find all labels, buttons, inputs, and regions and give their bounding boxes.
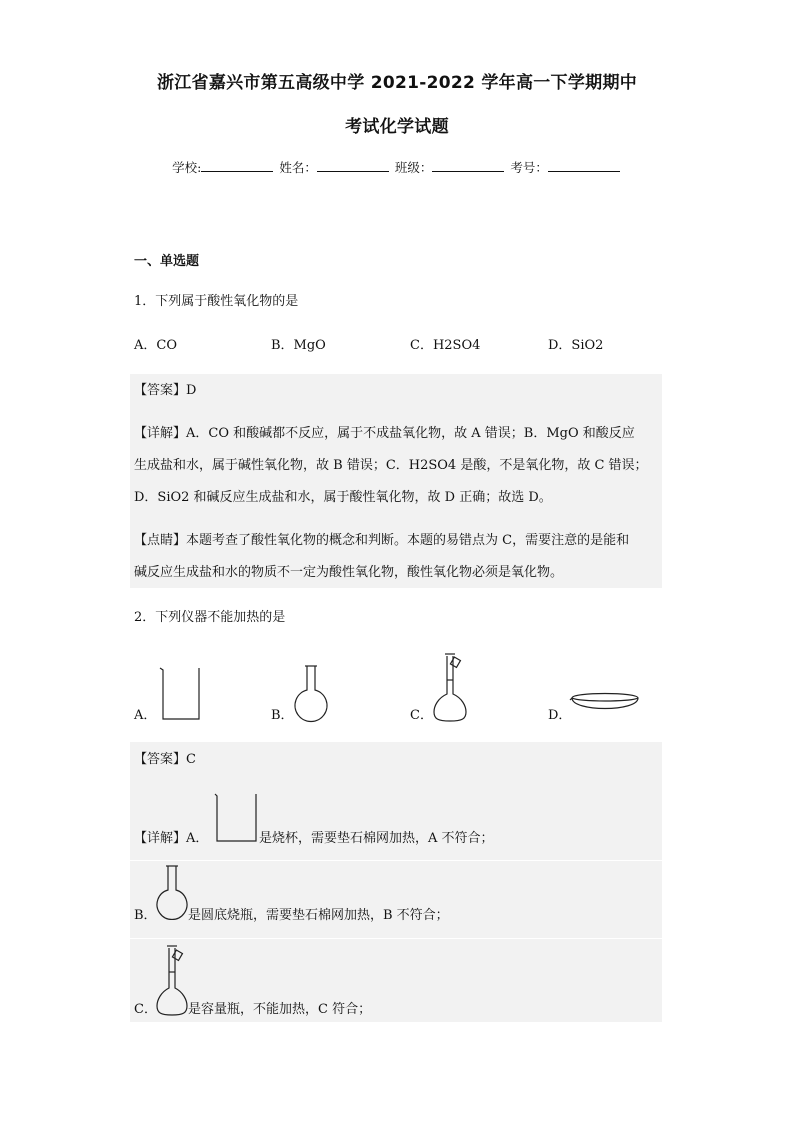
class-blank[interactable] <box>432 159 504 172</box>
volumetric-flask-icon <box>430 650 470 722</box>
section-heading: 一、单选题 <box>134 254 200 269</box>
q1-detail-line-2: 生成盐和水，属于碱性氧化物，故 B 错误；C．H2SO4 是酸，不是氧化物，故 C 错误； <box>134 458 648 473</box>
q2-detail-divider <box>130 860 662 861</box>
q1-answer: 【答案】D <box>134 383 197 398</box>
q2-detail-b-text: 是圆底烧瓶，需要垫石棉网加热，B 不符合； <box>188 908 449 923</box>
q1-comment-line-1: 【点睛】本题考查了酸性氧化物的概念和判断。本题的易错点为 C，需要注意的是能和 <box>134 533 630 548</box>
q2-detail-divider <box>130 938 662 939</box>
beaker-icon <box>214 792 258 844</box>
q1-comment-line-2: 碱反应生成盐和水的物质不一定为酸性氧化物，酸性氧化物必须是氧化物。 <box>134 565 564 580</box>
q1-stem: 1．下列属于酸性氧化物的是 <box>134 294 299 309</box>
name-blank[interactable] <box>317 159 389 172</box>
q2-option-d-label: D． <box>548 708 572 723</box>
q1-option-c: C．H2SO4 <box>410 338 481 353</box>
q2-option-b-label: B． <box>271 708 294 723</box>
evaporating-dish-icon <box>570 688 640 716</box>
page-title-line1: 浙江省嘉兴市第五高级中学 2021-2022 学年高一下学期期中 <box>156 73 638 93</box>
q1-option-d: D．SiO2 <box>548 338 604 353</box>
number-blank[interactable] <box>548 159 620 172</box>
q2-detail-a-prefix: 【详解】A． <box>134 831 209 846</box>
q1-answer-block <box>130 374 662 588</box>
student-info-line <box>0 158 794 176</box>
q1-detail-line-3: D．SiO2 和碱反应生成盐和水，属于酸性氧化物，故 D 正确；故选 D。 <box>134 490 552 505</box>
name-label: 姓名： <box>279 160 317 175</box>
school-blank[interactable] <box>201 159 273 172</box>
q2-option-a-label: A． <box>134 708 157 723</box>
q2-answer-block <box>130 742 662 1022</box>
round-bottom-flask-icon <box>291 664 331 722</box>
round-bottom-flask-icon <box>154 864 190 922</box>
number-label: 考号： <box>510 160 548 175</box>
q1-option-b: B．MgO <box>271 338 326 353</box>
q2-answer: 【答案】C <box>134 752 196 767</box>
q2-stem: 2．下列仪器不能加热的是 <box>134 610 286 625</box>
q2-detail-b-prefix: B． <box>134 908 157 923</box>
q1-option-a: A．CO <box>134 338 177 353</box>
q1-detail-line-1: 【详解】A．CO 和酸碱都不反应，属于不成盐氧化物，故 A 错误；B．MgO 和酸反应 <box>134 426 635 441</box>
q2-detail-c-text: 是容量瓶，不能加热，C 符合； <box>188 1002 372 1017</box>
q2-detail-c-prefix: C． <box>134 1002 157 1017</box>
q2-option-c-label: C． <box>410 708 433 723</box>
class-label: 班级： <box>394 160 433 175</box>
q2-detail-a-text: 是烧杯，需要垫石棉网加热，A 不符合； <box>259 831 494 846</box>
page-title-line2: 考试化学试题 <box>345 117 449 137</box>
school-label: 学校: <box>172 160 202 175</box>
beaker-icon <box>159 666 203 722</box>
volumetric-flask-icon <box>154 942 190 1016</box>
